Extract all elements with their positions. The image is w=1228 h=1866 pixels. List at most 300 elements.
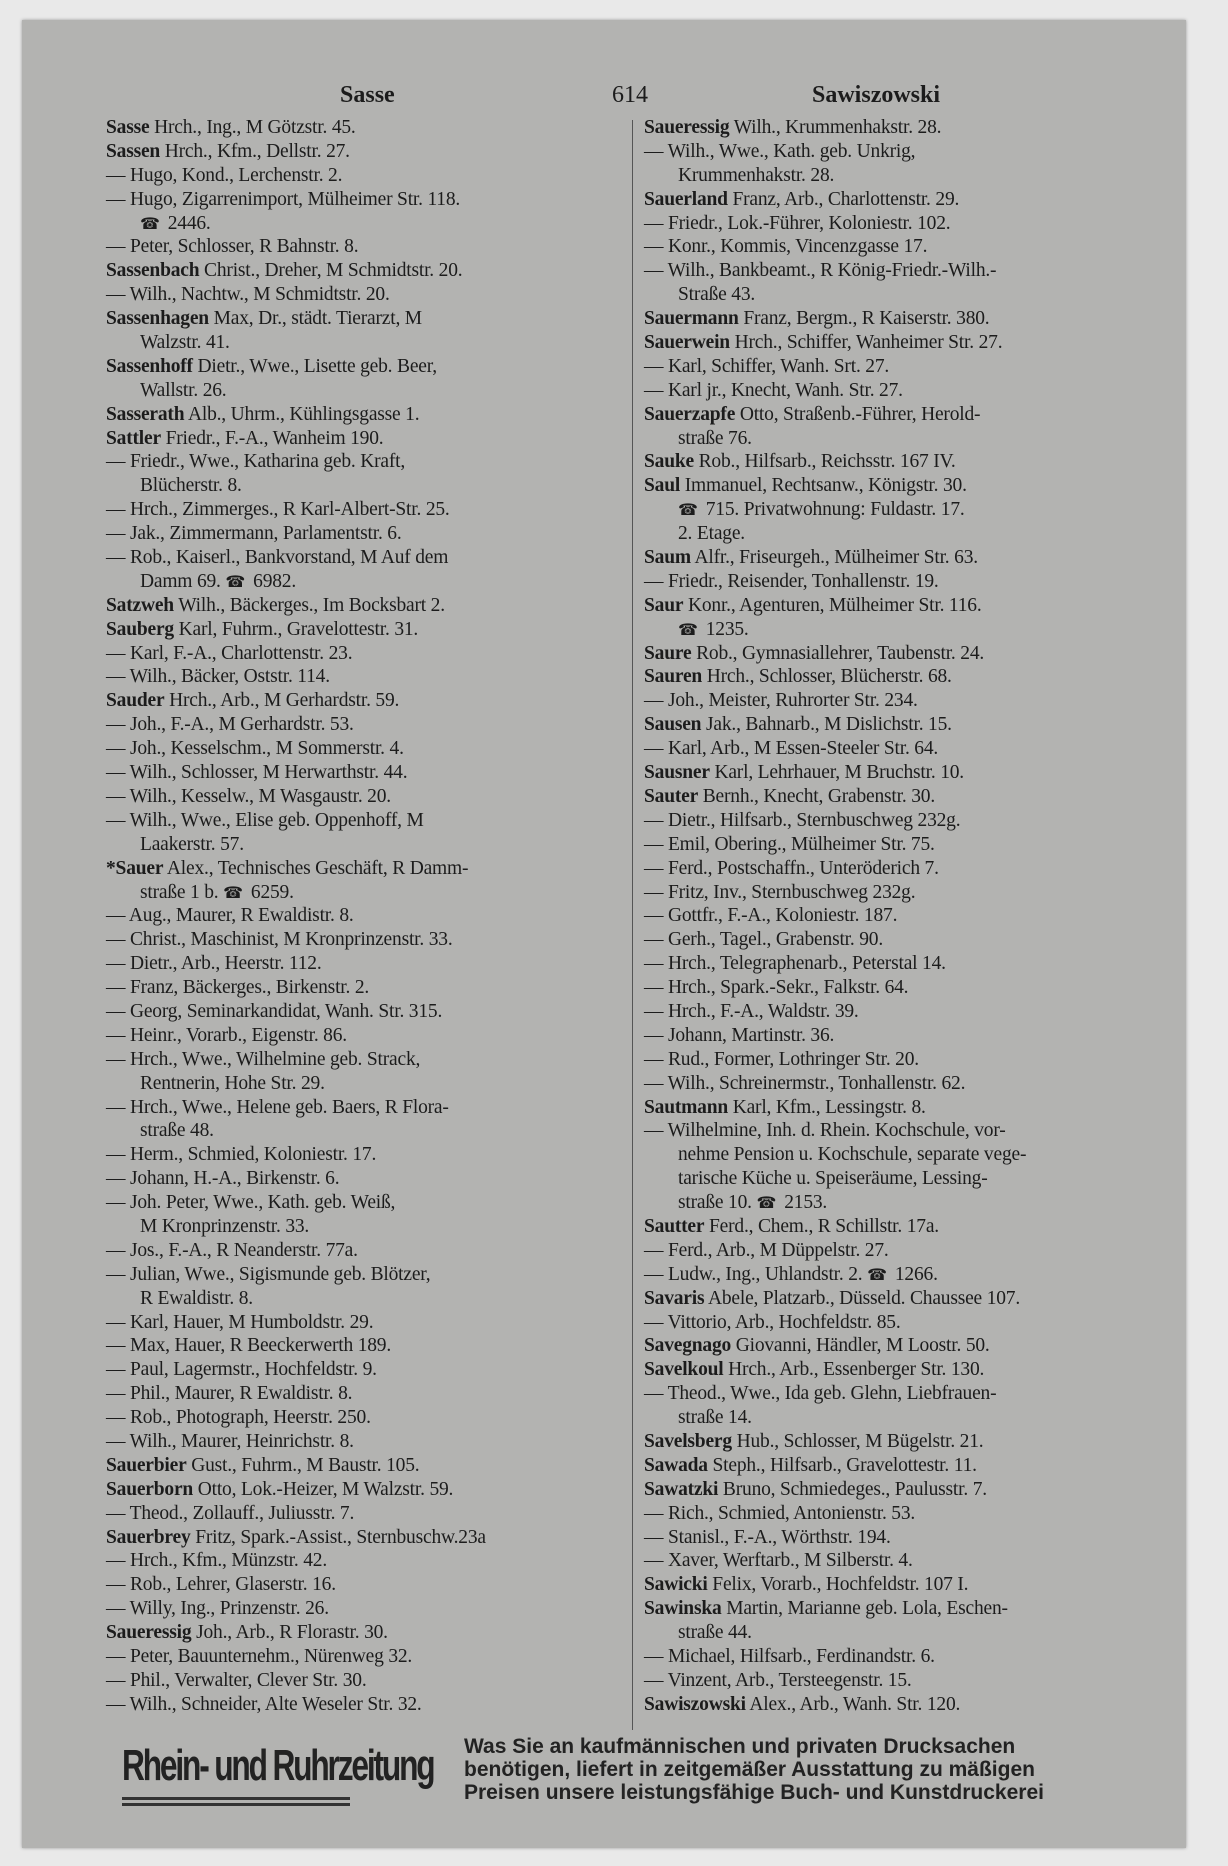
surname: Savaris [644,1287,705,1309]
surname: Sawatzki [644,1478,719,1500]
surname: Sausner [644,762,710,784]
directory-entry-line [644,379,1164,403]
directory-entry-line [644,1358,1164,1382]
directory-entry-line [644,331,1164,355]
directory-entry-line [644,427,1164,451]
directory-entry-line [644,928,1164,952]
directory-entry-line [106,307,626,331]
entry-text: straße 76. [678,427,752,449]
entry-text: — Hugo, Kond., Lerchenstr. 2. [106,164,343,186]
entry-text: Rob., Gymnasiallehrer, Taubenstr. 24. [691,642,985,664]
entry-text: Karl, Lehrhauer, M Bruchstr. 10. [709,762,964,784]
directory-entry-line [106,1382,626,1406]
entry-text: — Dietr., Arb., Heerstr. 112. [106,953,322,975]
surname: Sattler [106,427,161,449]
directory-entry-line [644,403,1164,427]
surname: Sawicki [644,1574,708,1596]
directory-entry-line [106,689,626,713]
directory-entry-line [106,809,626,833]
entry-text: — Rob., Photograph, Heerstr. 250. [106,1407,371,1429]
entry-text: — Heinr., Vorarb., Eigenstr. 86. [106,1024,347,1046]
directory-entry-line [644,283,1164,307]
directory-entry-line [106,498,626,522]
directory-entry-line [644,474,1164,498]
entry-text: tarische Küche u. Speiseräume, Lessing- [678,1168,988,1190]
directory-entry-line [106,1358,626,1382]
phone-number: 6259. [250,881,294,903]
directory-entry-line [106,546,626,570]
directory-entry-line [106,1096,626,1120]
entry-text: Krummenhakstr. 28. [678,164,835,186]
surname: Savelkoul [644,1359,724,1381]
directory-entry-line [644,761,1164,785]
directory-entry-line [106,857,626,881]
entry-text: straße 14. [678,1407,752,1429]
entry-text: — Friedr., Reisender, Tonhallenstr. 19. [644,570,939,592]
directory-entry-line [644,522,1164,546]
entry-text: Konr., Agenturen, Mülheimer Str. 116. [683,594,982,616]
entry-text: — Wilh., Schlosser, M Herwarthstr. 44. [106,762,408,784]
directory-entry-line [644,164,1164,188]
entry-text: — Karl, Schiffer, Wanh. Srt. 27. [644,355,890,377]
surname: Sassenhoff [106,355,193,377]
directory-entry-line [644,1549,1164,1573]
entry-text: — Ferd., Arb., M Düppelstr. 27. [644,1239,889,1261]
directory-entry-line [106,642,626,666]
entry-text: Franz, Arb., Charlottenstr. 29. [727,188,960,210]
directory-entry-line [644,857,1164,881]
entry-text: Alex., Technisches Geschäft, R Damm- [163,857,469,879]
surname: Sauren [644,666,703,688]
entry-text: — Wilh., Nachtw., M Schmidtstr. 20. [106,284,390,306]
directory-entry-line [106,1406,626,1430]
entry-text: Dietr., Wwe., Lisette geb. Beer, [192,355,437,377]
entry-text: — Emil, Obering., Mülheimer Str. 75. [644,833,935,855]
right-column [644,116,1164,1717]
entry-text: Christ., Dreher, M Schmidtstr. 20. [199,260,463,282]
surname: Saure [644,642,692,664]
entry-text: Giovanni, Händler, M Loostr. 50. [731,1335,990,1357]
surname: Sauerzapfe [644,403,736,425]
entry-text: straße 44. [678,1622,752,1644]
entry-text: — Franz, Bäckerges., Birkenstr. 2. [106,977,370,999]
directory-entry-line [106,904,626,928]
entry-text: Privatwohnung: Fuldastr. 17. [739,499,965,521]
entry-text: Hrch., Arb., M Gerhardstr. 59. [164,690,400,712]
entry-text: Karl, Kfm., Lessingstr. 8. [728,1096,926,1118]
surname: Sauter [644,785,699,807]
directory-entry-line [106,1669,626,1693]
directory-entry-line [644,188,1164,212]
entry-text: — Hrch., Wwe., Wilhelmine geb. Strack, [106,1048,421,1070]
entry-text: — Rud., Former, Lothringer Str. 20. [644,1048,919,1070]
directory-entry-line [644,1478,1164,1502]
entry-text: Felix, Vorarb., Hochfeldstr. 107 I. [707,1574,969,1596]
directory-entry-line [106,235,626,259]
directory-entry-line [106,164,626,188]
surname: Saul [644,475,681,497]
entry-text: Laakerstr. 57. [140,833,244,855]
surname: Saum [644,547,691,569]
entry-text: — Karl, Arb., M Essen-Steeler Str. 64. [644,738,939,760]
entry-text: — Joh., F.-A., M Gerhardstr. 53. [106,714,354,736]
directory-entry-line [644,976,1164,1000]
entry-text: — Hrch., Zimmerges., R Karl-Albert-Str. 25. [106,499,450,521]
directory-entry-line [106,1430,626,1454]
directory-entry-line [106,785,626,809]
directory-entry-line [106,1215,626,1239]
entry-text: straße 1 b. [140,881,224,903]
surname: Sauder [106,690,165,712]
entry-text: — Theod., Zollauff., Juliusstr. 7. [106,1502,355,1524]
entry-text: — Wilh., Maurer, Heinrichstr. 8. [106,1430,354,1452]
entry-text: — Karl, Hauer, M Humboldstr. 29. [106,1311,374,1333]
directory-entry-line [644,212,1164,236]
surname: *Sauer [106,857,164,879]
directory-entry-line [106,1645,626,1669]
directory-entry-line [106,1597,626,1621]
header-last-entry: Sawiszowski [812,82,941,108]
directory-entry-line [644,259,1164,283]
directory-entry-line [106,1143,626,1167]
directory-page [22,20,1186,1848]
phone-number: 6982. [253,570,297,592]
entry-text: Karl, Fuhrm., Gravelottestr. 31. [173,618,419,640]
entry-text: — Willy, Ing., Prinzenstr. 26. [106,1598,329,1620]
entry-text: — Fritz, Inv., Sternbuschweg 232g. [644,881,916,903]
entry-text: — Hrch., Wwe., Helene geb. Baers, R Flora- [106,1096,449,1118]
entry-text: — Johann, Martinstr. 36. [644,1024,835,1046]
surname: Saur [644,594,684,616]
directory-entry-line [106,1334,626,1358]
directory-entry-line [106,713,626,737]
directory-entry-line [644,570,1164,594]
surname: Sauerbier [106,1454,187,1476]
entry-text: 2. Etage. [678,523,745,545]
directory-entry-line [106,1526,626,1550]
directory-entry-line [644,618,1164,642]
directory-entry-line [644,498,1164,522]
directory-entry-line [644,450,1164,474]
entry-text: Walzstr. 41. [140,332,230,354]
directory-entry-line [644,1024,1164,1048]
directory-entry-line [106,188,626,212]
directory-entry-line [644,833,1164,857]
entry-text: — Vittorio, Arb., Hochfeldstr. 85. [644,1311,901,1333]
surname: Savelsberg [644,1430,732,1452]
surname: Sawiszowski [644,1693,746,1715]
entry-text: Hrch., Arb., Essenberger Str. 130. [723,1359,985,1381]
directory-entry-line [106,283,626,307]
directory-entry-line [106,1072,626,1096]
surname: Satzweh [106,594,174,616]
telephone-icon: ☎ [678,621,698,639]
surname: Sauermann [644,308,739,330]
directory-entry-line [106,140,626,164]
entry-text: — Rob., Lehrer, Glaserstr. 16. [106,1574,336,1596]
directory-entry-line [644,1239,1164,1263]
directory-entry-line [106,594,626,618]
entry-text: — Friedr., Wwe., Katharina geb. Kraft, [106,451,406,473]
entry-text: — Paul, Lagermstr., Hochfeldstr. 9. [106,1359,377,1381]
directory-entry-line [644,689,1164,713]
surname: Sasserath [106,403,185,425]
surname: Savegnago [644,1335,732,1357]
column-divider [632,120,633,1730]
surname: Sauerbrey [106,1526,191,1548]
entry-text: M Kronprinzenstr. 33. [140,1215,310,1237]
telephone-icon: ☎ [140,215,160,233]
directory-entry-line [106,1167,626,1191]
directory-entry-line [644,1454,1164,1478]
entry-text: Rob., Hilfsarb., Reichsstr. 167 IV. [693,451,956,473]
directory-entry-line [644,235,1164,259]
entry-text: — Hrch., Kfm., Münzstr. 42. [106,1550,327,1572]
entry-text: — Friedr., Lok.-Führer, Koloniestr. 102. [644,212,951,234]
surname: Sauerborn [106,1478,194,1500]
directory-entry-line [644,1191,1164,1215]
entry-text: — Georg, Seminarkandidat, Wanh. Str. 315. [106,1000,443,1022]
directory-entry-line [106,355,626,379]
entry-text: — Ferd., Postschaffn., Unteröderich 7. [644,857,939,879]
entry-text: — Hugo, Zigarrenimport, Mülheimer Str. 118. [106,188,461,210]
entry-text: — Konr., Kommis, Vincenzgasse 17. [644,236,928,258]
telephone-icon: ☎ [678,502,698,520]
entry-text: — Phil., Maurer, R Ewaldistr. 8. [106,1383,353,1405]
directory-entry-line [106,1549,626,1573]
directory-entry-line [106,1478,626,1502]
directory-entry-line [106,618,626,642]
entry-text: nehme Pension u. Kochschule, separate vege- [678,1144,1027,1166]
directory-entry-line [106,570,626,594]
entry-text: Rentnerin, Hohe Str. 29. [140,1072,325,1094]
entry-text: Max, Dr., städt. Tierarzt, M [208,308,422,330]
entry-text: — Xaver, Werftarb., M Silberstr. 4. [644,1550,913,1572]
directory-entry-line [644,1215,1164,1239]
surname: Saueressig [106,1622,192,1644]
surname: Sassenbach [106,260,200,282]
directory-entry-line [106,665,626,689]
entry-text: — Hrch., Telegraphenarb., Peterstal 14. [644,953,946,975]
telephone-icon: ☎ [223,884,243,902]
entry-text: straße 10. [678,1192,757,1214]
entry-text: — Joh., Meister, Ruhrorter Str. 234. [644,690,918,712]
surname: Sauerland [644,188,728,210]
telephone-icon: ☎ [867,1266,887,1284]
directory-entry-line [106,1311,626,1335]
entry-text: — Theod., Wwe., Ida geb. Glehn, Liebfrauen- [644,1383,997,1405]
phone-number: 2153. [784,1192,828,1214]
entry-text: — Aug., Maurer, R Ewaldistr. 8. [106,905,354,927]
directory-entry-line [644,1406,1164,1430]
entry-text: Franz, Bergm., R Kaiserstr. 380. [738,308,990,330]
entry-text: Hrch., Kfm., Dellstr. 27. [160,140,350,162]
entry-text: — Phil., Verwalter, Clever Str. 30. [106,1669,367,1691]
directory-entry-line [644,1621,1164,1645]
entry-text: — Max, Hauer, R Beeckerwerth 189. [106,1335,392,1357]
entry-text: — Rich., Schmied, Antonienstr. 53. [644,1502,916,1524]
entry-text: — Gottfr., F.-A., Koloniestr. 187. [644,905,898,927]
entry-text: — Karl jr., Knecht, Wanh. Str. 27. [644,379,903,401]
directory-entry-line [644,665,1164,689]
entry-text: Bruno, Schmiedeges., Paulusstr. 7. [718,1478,987,1500]
telephone-icon: ☎ [756,1195,777,1213]
phone-number: 2446. [167,212,211,234]
advert-title: Rhein- und Ruhrzeitung [122,1741,434,1790]
directory-entry-line [106,1048,626,1072]
entry-text: Alfr., Friseurgeh., Mülheimer Str. 63. [690,547,978,569]
directory-entry-line [644,904,1164,928]
telephone-icon: ☎ [225,573,246,591]
surname: Sautmann [644,1096,729,1118]
surname: Saueressig [644,117,730,138]
phone-number: 1235. [705,618,749,640]
directory-entry-line [644,1072,1164,1096]
entry-text: — Rob., Kaiserl., Bankvorstand, M Auf dem [106,547,449,569]
directory-entry-line [644,140,1164,164]
directory-entry-line [106,1191,626,1215]
advert-rule [122,1797,350,1800]
entry-text: Fritz, Spark.-Assist., Sternbuschw.23a [190,1526,486,1548]
entry-text: Abele, Platzarb., Düsseld. Chaussee 107. [704,1287,1021,1309]
directory-entry-line [644,1167,1164,1191]
advert-line: Preisen unsere leistungsfähige Buch- und Kunstdruckerei [464,1781,1044,1804]
header-first-entry: Sasse [340,82,395,108]
entry-text: — Jos., F.-A., R Neanderstr. 77a. [106,1239,358,1261]
surname: Sassen [106,140,161,162]
directory-entry-line [106,1000,626,1024]
directory-entry-line [644,952,1164,976]
directory-entry-line [106,737,626,761]
directory-entry-line [644,642,1164,666]
entry-text: — Johann, H.-A., Birkenstr. 6. [106,1168,340,1190]
directory-entry-line [644,1526,1164,1550]
directory-entry-line [644,1311,1164,1335]
entry-text: — Wilh., Bäcker, Oststr. 114. [106,666,330,688]
entry-text: — Stanisl., F.-A., Wörthstr. 194. [644,1526,891,1548]
entry-text: — Christ., Maschinist, M Kronprinzenstr. 33. [106,929,453,951]
entry-text: Hub., Schlosser, M Bügelstr. 21. [731,1430,984,1452]
entry-text: Hrch., Schlosser, Blücherstr. 68. [702,666,952,688]
directory-entry-line [644,1143,1164,1167]
entry-text: Steph., Hilfsarb., Gravelottestr. 11. [707,1454,977,1476]
directory-entry-line [644,1096,1164,1120]
directory-entry-line [106,976,626,1000]
entry-text: Wilh., Bäckerges., Im Bocksbart 2. [173,594,445,616]
entry-text: Ferd., Chem., R Schillstr. 17a. [704,1215,939,1237]
entry-text: — Wilh., Kesselw., M Wasgaustr. 20. [106,785,391,807]
entry-text: — Wilh., Schreinermstr., Tonhallenstr. 62. [644,1072,966,1094]
entry-text: R Ewaldistr. 8. [140,1287,253,1309]
entry-text: Bernh., Knecht, Grabenstr. 30. [698,785,935,807]
directory-entry-line [644,1000,1164,1024]
entry-text: Wilh., Krummenhakstr. 28. [729,117,942,138]
entry-text: — Wilh., Bankbeamt., R König-Friedr.-Wilh.- [644,260,997,282]
directory-entry-line [644,1573,1164,1597]
surname: Sawada [644,1454,708,1476]
entry-text: — Hrch., F.-A., Waldstr. 39. [644,1000,859,1022]
directory-entry-line [106,259,626,283]
directory-entry-line [106,928,626,952]
directory-entry-line [106,1263,626,1287]
entry-text: — Wilh., Wwe., Elise geb. Oppenhoff, M [106,809,424,831]
entry-text: — Joh. Peter, Wwe., Kath. geb. Weiß, [106,1192,396,1214]
directory-entry-line [644,1382,1164,1406]
entry-text: Alb., Uhrm., Kühlingsgasse 1. [184,403,420,425]
directory-entry-line [644,116,1164,140]
directory-entry-line [644,1287,1164,1311]
directory-entry-line [644,1502,1164,1526]
entry-text: — Wilh., Schneider, Alte Weseler Str. 32. [106,1693,422,1715]
left-column [106,116,626,1717]
entry-text: straße 48. [140,1120,214,1142]
directory-entry-line [106,833,626,857]
entry-text: Damm 69. [140,570,226,592]
directory-entry-line [644,1693,1164,1717]
entry-text: — Karl, F.-A., Charlottenstr. 23. [106,642,353,664]
entry-text: Otto, Straßenb.-Führer, Herold- [735,403,981,425]
entry-text: — Dietr., Hilfsarb., Sternbuschweg 232g. [644,809,961,831]
entry-text: Friedr., F.-A., Wanheim 190. [160,427,384,449]
advert-text [464,1735,1044,1804]
entry-text: — Herm., Schmied, Koloniestr. 17. [106,1144,377,1166]
advert-rule [122,1803,350,1806]
advert-line: benötigen, liefert in zeitgemäßer Ausstattung zu mäßigen [464,1758,1035,1781]
entry-text: — Wilhelmine, Inh. d. Rhein. Kochschule, vor- [644,1120,1006,1142]
directory-entry-line [106,881,626,905]
directory-entry-line [106,761,626,785]
surname: Sautter [644,1215,705,1237]
entry-text: Wallstr. 26. [140,379,227,401]
directory-entry-line [106,427,626,451]
directory-entry-line [644,307,1164,331]
directory-entry-line [106,1573,626,1597]
phone-number: 715. [705,499,740,521]
phone-number: 1266. [894,1263,938,1285]
entry-text: — Ludw., Ing., Uhlandstr. 2. [644,1263,868,1285]
surname: Sauerwein [644,332,730,354]
directory-entry-line [644,785,1164,809]
entry-text: — Peter, Bauunternehm., Nürenweg 32. [106,1646,413,1667]
directory-entry-line [644,1645,1164,1669]
surname: Sauberg [106,618,174,640]
entry-text: Gust., Fuhrm., M Baustr. 105. [186,1454,420,1476]
surname: Sawinska [644,1598,722,1620]
entry-text: Blücherstr. 8. [140,475,242,497]
directory-entry-line [644,809,1164,833]
directory-entry-line [644,713,1164,737]
directory-entry-line [644,594,1164,618]
directory-entry-line [106,1693,626,1717]
directory-entry-line [644,1430,1164,1454]
entry-text: Jak., Bahnarb., M Dislichstr. 15. [701,714,952,736]
directory-entry-line [644,737,1164,761]
page-number: 614 [612,82,648,108]
directory-entry-line [644,1597,1164,1621]
directory-entry-line [106,116,626,140]
directory-entry-line [106,952,626,976]
directory-entry-line [106,1454,626,1478]
directory-entry-line [106,1119,626,1143]
entry-text: — Wilh., Wwe., Kath. geb. Unkrig, [644,140,916,162]
directory-entry-line [644,546,1164,570]
directory-entry-line [644,1669,1164,1693]
directory-entry-line [106,212,626,236]
directory-entry-line [644,1119,1164,1143]
entry-text: Immanuel, Rechtsanw., Königstr. 30. [680,475,967,497]
entry-text: Alex., Arb., Wanh. Str. 120. [745,1693,961,1715]
surname: Sauke [644,451,694,473]
